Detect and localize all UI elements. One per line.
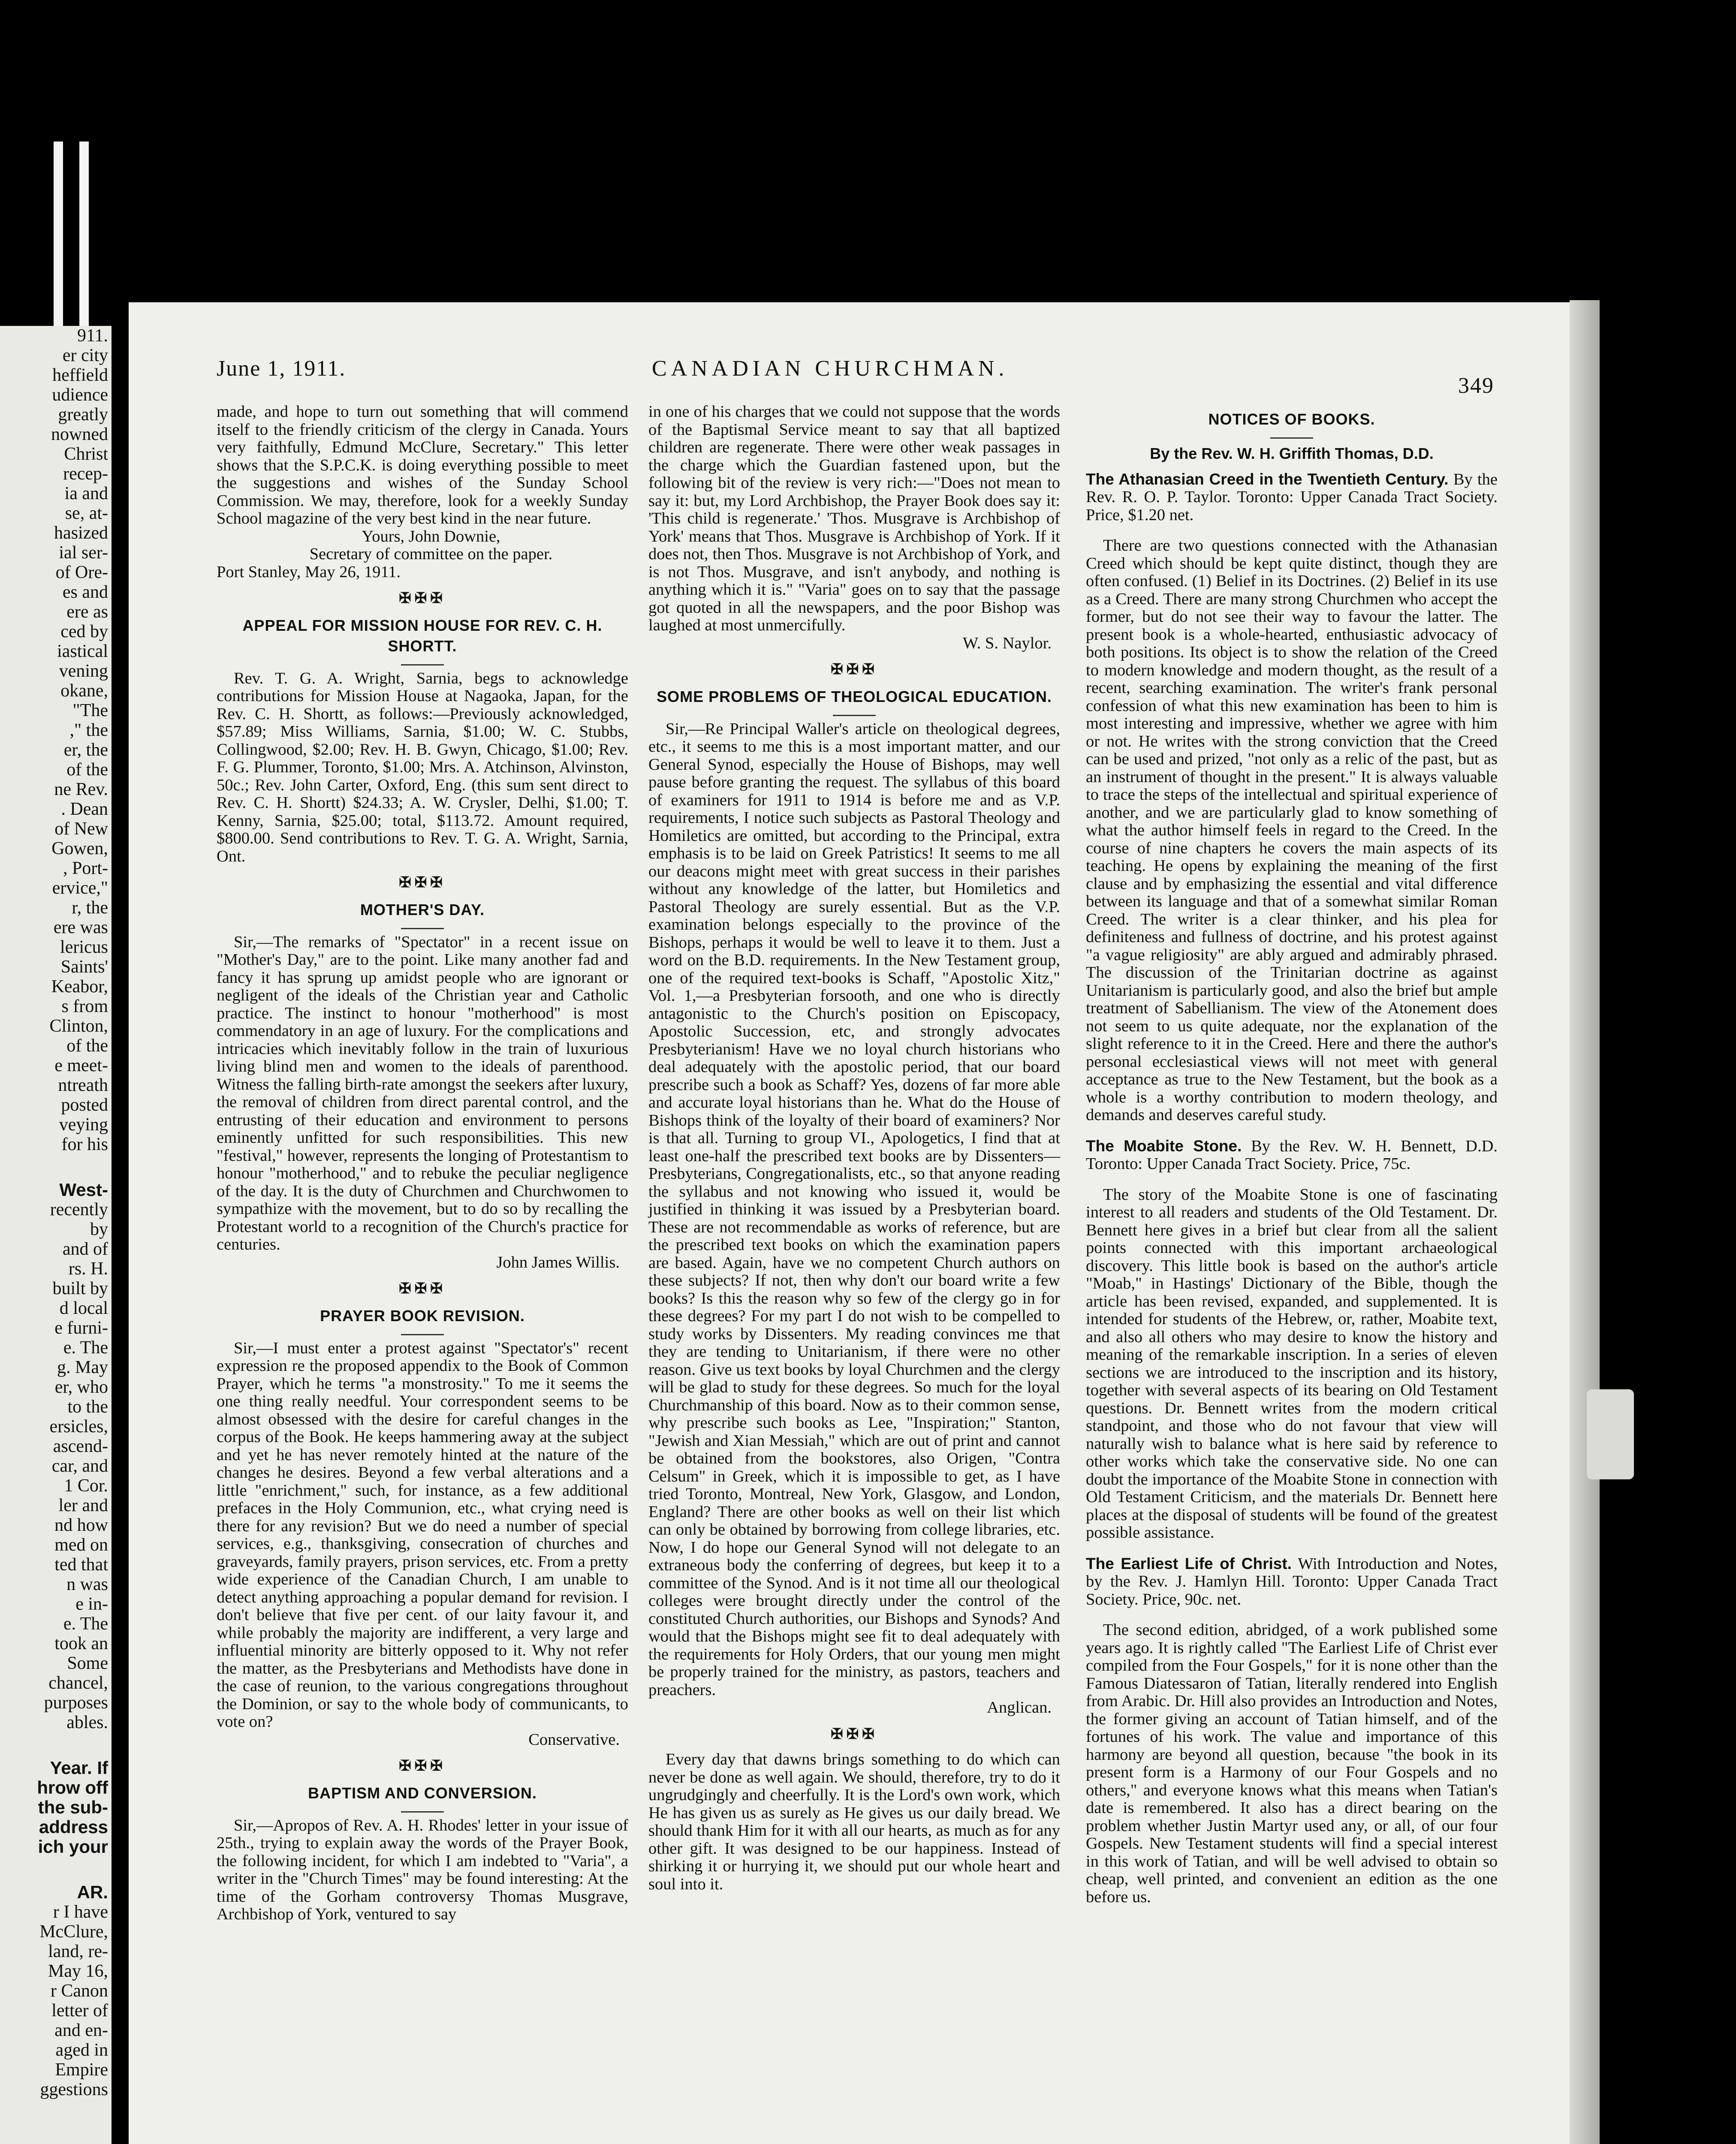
prev-page-fragment: of New: [54, 819, 108, 839]
letter-continuation: in one of his charges that we could not suppose that the words of the Baptismal Service meant to say that all baptized children are regenerate. There were other weak passages in the charge which the Guardian fastened upon, but the following bit of the review is very rich:—"Does not mean to say it: but, my Lord Archbishop, the Prayer Book does say it: 'This child is regenerate.' 'Thos. Musgrave is Archbishop of York' means that Thos. Musgrave is Archbishop of York. If it does not, then Thos. Musgrave is not Archbishop of York, and is not Thos. Musgrave, and isn't anybody, and nothing is anything which it is." "Varia" goes on to say that the passage got quoted in all the newspapers, and the poor Bishop was laughed at most unmercifully.: [648, 403, 1060, 634]
prev-page-fragment: . Dean: [61, 799, 108, 819]
previous-page-sliver: [0, 326, 112, 2144]
prev-page-fragment: West-: [59, 1180, 108, 1200]
signature: Yours, John Downie,: [362, 527, 500, 545]
prev-page-fragment: Christ: [64, 444, 108, 464]
prev-page-fragment: iastical: [57, 641, 108, 661]
prev-page-fragment: ere as: [66, 602, 108, 622]
prev-page-fragment: heffield: [52, 365, 108, 385]
column-2: [648, 403, 1060, 1893]
prev-page-fragment: e meet-: [54, 1056, 108, 1075]
book-title: The Earliest Life of Christ.: [1086, 1554, 1292, 1572]
prev-page-fragment: for his: [61, 1135, 108, 1154]
article-body: Rev. T. G. A. Wright, Sarnia, begs to acknowledge contributions for Mission House at Nagaoka, Japan, for the Rev. C. H. Shortt, as follows:—Previously acknowledged, $57.89; Miss Williams, Sarnia, $1.00; W. C. Stubbs, Collingwood, $2.00; Rev. H. B. Gwyn, Chicago, $1.00; Rev. F. G. Plummer, Toronto, $1.00; Mrs. A. Atchinson, Alvinston, 50c.; Rev. John Carter, Oxford, Eng. (this sum sent direct to Rev. C. H. Shortt) $24.33; A. W. Crysler, Delhi, $1.00; T. Kenny, Sarnia, $25.00; total, $113.72. Amount required, $800.00. Send contributions to Rev. T. G. A. Wright, Sarnia, Ont.: [217, 669, 628, 865]
prev-page-fragment: ables.: [66, 1713, 108, 1732]
prev-page-fragment: vening: [59, 661, 108, 681]
prev-page-fragment: ted that: [54, 1555, 108, 1575]
column-1: [217, 403, 628, 1924]
prev-page-fragment: recently: [50, 1200, 108, 1220]
prev-page-fragment: posted: [61, 1095, 108, 1115]
prev-page-fragment: e furni-: [54, 1318, 108, 1338]
prev-page-fragment: Clinton,: [49, 1016, 108, 1036]
prev-page-fragment: car, and: [51, 1456, 108, 1476]
prev-page-fragment: McClure,: [39, 1922, 108, 1942]
signature: Anglican.: [987, 1698, 1052, 1716]
article-heading: SOME PROBLEMS OF THEOLOGICAL EDUCATION.: [657, 687, 1052, 705]
heading-rule: [401, 1811, 444, 1813]
heading-rule: [833, 715, 876, 716]
prev-page-fragment: nd how: [54, 1515, 108, 1535]
prev-page-fragment: and of: [62, 1239, 108, 1259]
prev-page-fragment: the sub-: [38, 1797, 108, 1817]
section-ornament: ✠✠✠: [399, 590, 446, 606]
prev-page-fragment: May 16,: [48, 1961, 108, 1981]
prev-page-fragment: n was: [66, 1575, 108, 1594]
prev-page-fragment: address: [39, 1817, 108, 1837]
book-review: There are two questions connected with the Athanasian Creed which should be kept quite distinct, though they are often confused. (1) Belief in its Doctrines. (2) Belief in its use as a Creed. There are many strong Churchmen who accept the former, but do not see their way to favour the latter. The present book is a whole-hearted, enthusiastic advocacy of both positions. Its object is to show the relation of the Creed to modern knowledge and modern thought, as the result of a recent, searching examination. The writer's frank personal confession of what this new examination has been to him is most interesting and impressive, whether we agree with him or not. He writes with the strong conviction that the Creed can be used and prized, "not only as a relic of the past, but as an instrument of thought in the present." It is always valuable to trace the steps of the intellectual and spiritual experience of another, and we are particularly glad to know something of what the author himself feels in regard to the Creed. In the course of nine chapters he covers the main aspects of its teaching. He opens by explaining the meaning of the first clause and by emphasizing the essential and vital difference between its language and that of a somewhat similar Roman Creed. The writer is a clear thinker, and his plea for definiteness and fullness of doctrine, and his protest against "a vague religiosity" are ably argued and admirably phrased. The discussion of the Trinitarian doctrine as against Unitarianism is particularly good, and also the brief but ample treatment of Sabellianism. The view of the Atonement does not seem to us quite adequate, nor the explanation of the slight reference to it in the Creed. Here and there the author's personal ecclesiastical views will not meet with general acceptance as true to the New Testament, but the book as a whole is a worthy contribution to modern theology, and demands and deserves careful study.: [1086, 536, 1498, 1124]
article-heading: MOTHER'S DAY.: [360, 900, 485, 918]
prev-page-fragment: veying: [59, 1115, 108, 1135]
prev-page-fragment: d local: [59, 1298, 108, 1318]
prev-page-fragment: hasized: [54, 523, 108, 543]
prev-page-fragment: r I have: [53, 1902, 108, 1922]
prev-page-fragment: ervice,": [52, 878, 108, 898]
book-entry: [1086, 1555, 1498, 1609]
prev-page-fragment: aged in: [55, 2040, 108, 2060]
article-body: Sir,—Apropos of Rev. A. H. Rhodes' letter in your issue of 25th., trying to explain away the words of the Prayer Book, the following incident, for which I am indebted to "Varia", a writer in the "Church Times" may be found interesting: At the time of the Gorham controversy Thomas Musgrave, Archbishop of York, ventured to say: [217, 1816, 628, 1923]
signature-title: Secretary of committee on the paper.: [309, 545, 553, 563]
prev-page-fragment: r Canon: [50, 1981, 108, 2001]
prev-page-fragment: Saints': [60, 957, 108, 977]
heading-rule: [401, 1334, 444, 1335]
prev-page-fragment: Gowen,: [51, 839, 108, 858]
heading-rule: [401, 928, 444, 929]
prev-page-fragment: by: [90, 1220, 108, 1239]
prev-page-fragment: Empire: [55, 2060, 108, 2080]
prev-page-fragment: and en-: [54, 2021, 108, 2040]
prev-page-fragment: ial ser-: [59, 543, 108, 563]
prev-page-fragment: er, who: [54, 1377, 108, 1397]
page-number: 349: [1458, 373, 1494, 398]
prev-page-fragment: lericus: [60, 937, 108, 957]
article-body: Sir,—The remarks of "Spectator" in a recent issue on "Mother's Day," are to the point. Like many another fad and fancy it has sprung up amidst people who are ignorant or negligent of the ideals of the Christian year and Catholic practice. The instinct to honour "motherhood" is most commendatory in an age of luxury. For the complications and intricacies which inevitably follow in the train of luxurious living blind men and women to the ideals of parenthood. Witness the falling birth-rate amongst the seekers after luxury, the removal of children from direct parental control, and the entrusting of their education and environment to persons eminently unfitted for such responsibilities. This new "festival," however, represents the longing of Protestantism to honour "motherhood," and to rebuke the peculiar negligence of the day. It is the duty of Churchmen and Churchwomen to sympathize with the movement, but to do so by recalling the Protestant world to a recognition of the Church's practice for centuries.: [217, 933, 628, 1253]
signature: John James Willis.: [496, 1253, 620, 1271]
issue-date: June 1, 1911.: [217, 356, 346, 381]
prev-page-fragment: ne Rev.: [54, 780, 108, 799]
heading-rule: [401, 664, 444, 665]
prev-page-fragment: nowned: [51, 425, 108, 444]
prev-page-fragment: ," the: [69, 720, 108, 740]
book-entry: [1086, 470, 1498, 524]
book-meta: By the Rev. W. H. Bennett, D.D. Toronto: Upper Canada Tract Society. Price, 75c.: [1086, 1137, 1498, 1173]
book-meta: By the Rev. R. O. P. Taylor. Toronto: Upper Canada Tract Society. Price, $1.20 net.: [1086, 470, 1498, 524]
prev-page-fragment: recep-: [63, 464, 108, 484]
prev-page-fragment: land, re-: [48, 1942, 108, 1961]
prev-page-fragment: greatly: [58, 405, 108, 425]
byline: By the Rev. W. H. Griffith Thomas, D.D.: [1150, 445, 1434, 462]
prev-page-fragment: hrow off: [37, 1777, 108, 1798]
signature: W. S. Naylor.: [962, 634, 1052, 652]
prev-page-fragment: e. The: [63, 1338, 108, 1358]
prev-page-fragment: ere was: [53, 918, 108, 937]
section-ornament: ✠✠✠: [831, 662, 878, 678]
prev-page-fragment: took an: [54, 1634, 108, 1653]
section-heading: NOTICES OF BOOKS.: [1208, 410, 1375, 428]
prev-page-fragment: se, at-: [65, 503, 108, 523]
article-heading: APPEAL FOR MISSION HOUSE FOR REV. C. H. SHORTT.: [242, 616, 603, 655]
prev-page-fragment: Keabor,: [51, 977, 108, 997]
prev-page-fragment: 911.: [77, 326, 108, 346]
prev-page-fragment: e. The: [63, 1614, 108, 1634]
book-review: The second edition, abridged, of a work published some years ago. It is rightly called "The Earliest Life of Christ ever compiled from the Four Gospels," for it is none other than the Famous Diatessaron of Tatian, literally rendered into English from Arabic. Dr. Hill also provides an Introduction and Notes, the former giving an account of Tatian himself, and of the fortunes of his work. The value and importance of this harmony are beyond all question, because "the book in its present form is a Harmony of our Four Gospels and no others," and everyone knows what this means when Tatian's date is remembered. It also has a direct bearing on the problem whether Justin Martyr used any, or all, of our four Gospels. New Testament students will find a special interest in this work of Tatian, and will be well advised to obtain so cheap, well printed, and convenient an edition as the one before us.: [1086, 1621, 1498, 1906]
article-body: Sir,—Re Principal Waller's article on theological degrees, etc., it seems to me this is a most important matter, and our General Synod, especially the House of Bishops, may well pause before granting the request. The syllabus of this board of examiners for 1911 to 1914 is before me and as V.P. requirements, I notice such subjects as Pastoral Theology and Homiletics are omitted, but according to the Principal, extra emphasis is to be laid on Greek Patristics! It seems to me all our deacons might meet with great success in their parishes without any knowledge of the latter, but Homiletics and Pastoral Theology are surely essential. But as the V.P. examination belongs especially to the province of the Bishops, perhaps it would be well to leave it to them. Just a word on the B.D. requirements. In the New Testament group, one of the required text-books is Schaff, "Apostolic Xitz," Vol. 1,—a Presbyterian forsooth, and one who is directly antagonistic to the Church's position on Episcopacy, Apostolic Succession, etc, and strongly advocates Presbyterianism! Have we no loyal church historians who deal adequately with the apostolic period, that our board prescribe such a book as Schaff? Yes, dozens of far more able and accurate loyal historians than he. What do the House of Bishops think of the loyalty of their board of examiners? Nor is that all. Turning to group VI., Apologetics, I find that at least one-half the prescribed text books are by Dissenters—Presbyterians, Congregationalists, etc., so that anyone reading the syllabus and not knowing who issued it, would be justified in thinking it was issued by a Presbyterian board. These are not recommendable as works of reference, but are the prescribed text books on which the examination papers are based. Again, have we no competent Church authors on these subjects? If not, then why don't our board write a few books? Is this the reason why so few of the clergy go in for these degrees? For my part I do not wish to be compelled to study works by Dissenters. My reading convinces me that they are tending to Unitarianism, if there were no other reason. Give us text books by loyal Churchmen and the clergy will be glad to study for these degrees. So much for the loyal Churchmanship of this board. Now as to their common sense, why prescribe such books as Lee, "Inspiration;" Stanton, "Jewish and Xian Messiah," which are out of print and cannot be obtained from the bookstores, also Origen, "Contra Celsum" in Greek, which it is impossible to get, as I have tried Toronto, Montreal, New York, Glasgow, and London, England? There are other books as well on their list which can only be obtained by borrowing from college libraries, etc. Now, I do hope our General Synod will not delegate to an extraneous body the conferring of degrees, but keep it to a committee of the Synod. And is it not time all our theological colleges were brought directly under the control of the constituted Church authorities, our Bishops and Synods? And would that the Bishops might see fit to deal adequately with the requirements for Holy Orders, that our young men might be properly trained for the ministry, as pastors, teachers and preachers.: [648, 720, 1060, 1699]
book-entry: [1086, 1137, 1498, 1173]
column-3: [1086, 403, 1498, 1906]
page-edge-shadow: [1570, 300, 1600, 2144]
prev-page-fragment: to the: [67, 1397, 108, 1417]
section-ornament: ✠✠✠: [399, 1281, 446, 1297]
prev-page-fragment: "The: [72, 701, 108, 720]
signature: Conservative.: [528, 1730, 620, 1749]
prev-page-fragment: rs. H.: [68, 1259, 108, 1279]
section-ornament: ✠✠✠: [831, 1726, 878, 1742]
prev-page-fragment: of the: [66, 760, 108, 780]
prev-page-fragment: purposes: [44, 1693, 108, 1713]
prev-page-fragment: , Port-: [63, 858, 108, 878]
article-heading: BAPTISM AND CONVERSION.: [308, 1784, 537, 1802]
prev-page-fragment: of Ore-: [55, 563, 108, 582]
prev-page-fragment: ia and: [64, 484, 108, 503]
prev-page-fragment: g. May: [57, 1358, 108, 1377]
prev-page-fragment: ich your: [38, 1837, 108, 1857]
prev-page-fragment: okane,: [60, 681, 108, 701]
prev-page-fragment: es and: [62, 582, 108, 602]
book-review: The story of the Moabite Stone is one of fascinating interest to all readers and students of the Old Testament. Dr. Bennett here gives in a brief but clear from all the salient points connected with this important archaeological discovery. This little book is based on the author's article "Moab," in Hastings' Dictionary of the Bible, though the article has been revised, expanded, and supplemented. It is intended for students of the Hebrew, or, rather, Moabite text, and also all others who may desire to know the history and meaning of the remarkable inscription. In a series of eleven sections we are introduced to the inscription and its history, together with several aspects of its bearing on Old Testament questions. Dr. Bennett writes from the modern critical standpoint, and those who do not favour that view will naturally wish to balance what is here said by reference to other works which take the conservative side. No one can doubt the importance of the Moabite Stone in connection with Old Testament Criticism, and the materials Dr. Bennett here places at the disposal of students will be found of the greatest possible assistance.: [1086, 1185, 1498, 1542]
prev-page-fragment: ggestions: [40, 2080, 108, 2099]
prev-page-fragment: chancel,: [48, 1673, 108, 1693]
prev-page-fragment: ntreath: [58, 1075, 108, 1095]
prev-page-fragment: built by: [52, 1279, 108, 1298]
heading-rule: [1270, 437, 1313, 439]
prev-page-fragment: ler and: [58, 1496, 108, 1515]
prev-page-fragment: letter of: [51, 2001, 108, 2021]
prev-page-fragment: of the: [66, 1036, 108, 1056]
prev-page-fragment: ersicles,: [49, 1417, 108, 1436]
article-heading: PRAYER BOOK REVISION.: [320, 1307, 525, 1325]
article-body: Every day that dawns brings something to do which can never be done as well again. We should, therefore, try to do it ungrudgingly and cheerfully. It is the Lord's own work, which He has given us as surely as He gives us our daily bread. We should thank Him for it with all our hearts, as much as for any other gift. It was designed to be our happiness. Instead of shirking it or hurrying it, we should put our whole heart and soul into it.: [648, 1750, 1060, 1893]
dateline: Port Stanley, May 26, 1911.: [217, 563, 401, 581]
prev-page-fragment: Year. If: [50, 1758, 108, 1778]
article-body: Sir,—I must enter a protest against "Spectator's" recent expression re the proposed appendix to the Book of Common Prayer, which he terms "a monstrosity." To me it seems the one thing really needful. Your correspondent seems to be almost obsessed with the desire for careful changes in the corpus of the Book. He keeps hammering away at the subject and yet he has never remotely hinted at the nature of the changes he desires. Beyond a few verbal alterations and a little "enrichment," such, for instance, as a few additional prefaces in the Holy Communion, etc., what crying need is there for any revision? But we do need a number of special services, e.g., thanksgiving, consecration of churches and graveyards, family prayers, prison services, etc. From a pretty wide experience of the Canadian Church, I am unable to detect anything approaching a popular demand for revision. I don't believe that five per cent. of our laity favour it, and while probably the majority are indifferent, a very large and influential minority are bitterly opposed to it. Why not refer the matter, as the Presbyterians and Methodists have done in the case of reunion, to the various congregations throughout the Dominion, or say to the whole body of communicants, to vote on?: [217, 1339, 628, 1731]
prev-page-fragment: er city: [62, 346, 108, 365]
prev-page-fragment: Some: [67, 1653, 108, 1673]
section-ornament: ✠✠✠: [399, 875, 446, 891]
publication-title: CANADIAN CHURCHMAN.: [652, 356, 1009, 381]
book-title: The Athanasian Creed in the Twentieth Century.: [1086, 470, 1449, 488]
prev-page-fragment: er, the: [63, 740, 108, 760]
prev-page-fragment: ced by: [60, 622, 108, 641]
prev-page-fragment: udience: [52, 385, 108, 405]
page-tab: [1587, 1389, 1634, 1479]
prev-page-fragment: 1 Cor.: [64, 1476, 108, 1496]
letter-continuation: made, and hope to turn out something that will commend itself to the friendly criticism of the clergy in Canada. Yours very faithfully, Edmund McClure, Secretary." This letter shows that the S.P.C.K. is doing everything possible to meet the suggestions and wishes of the Sunday School Commission. We may, therefore, look for a weekly Sunday School magazine of the very best kind in the near future.: [217, 403, 628, 527]
prev-page-fragment: med on: [54, 1535, 108, 1555]
prev-page-fragment: e in-: [75, 1594, 108, 1614]
section-ornament: ✠✠✠: [399, 1758, 446, 1774]
prev-page-fragment: AR.: [77, 1882, 108, 1902]
prev-page-fragment: ascend-: [53, 1436, 108, 1456]
book-meta: With Introduction and Notes, by the Rev. J. Hamlyn Hill. Toronto: Upper Canada Tract Society. Price, 90c. net.: [1086, 1554, 1498, 1608]
book-title: The Moabite Stone.: [1086, 1137, 1242, 1155]
prev-page-fragment: r, the: [72, 898, 108, 918]
prev-page-fragment: s from: [61, 997, 108, 1016]
